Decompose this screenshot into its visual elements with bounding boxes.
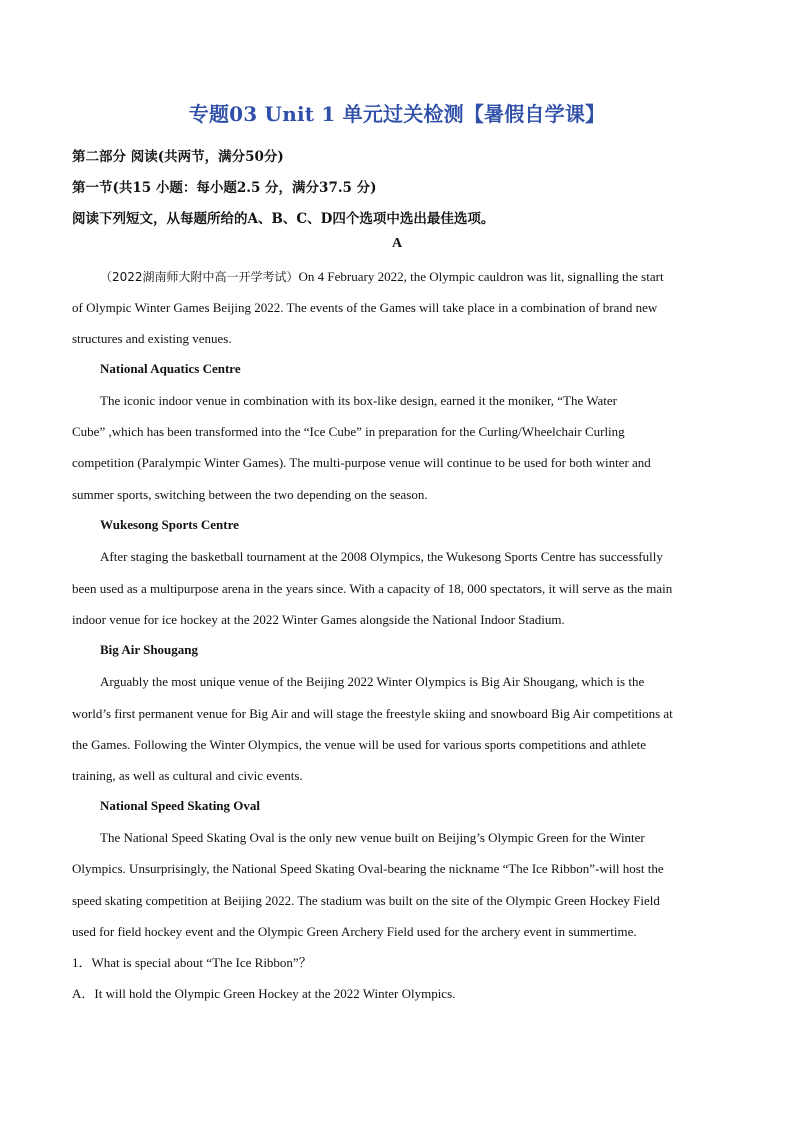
- venue-line: The iconic indoor venue in combination with its box-like design, earned it the moniker, “The Water: [100, 393, 617, 408]
- venue-line: speed skating competition at Beijing 2022. The stadium was built on the site of the Olympic Green Hockey Field: [72, 893, 660, 908]
- intro-line-2: of Olympic Winter Games Beijing 2022. The events of the Games will take place in a combination of brand new: [72, 300, 658, 315]
- venue-line: Cube” ,which has been transformed into the “Ice Cube” in preparation for the Curling/Wheelchair Curling: [72, 424, 625, 439]
- passage-label: A: [391, 236, 403, 251]
- venue-line: training, as well as cultural and civic events.: [72, 768, 303, 783]
- document-title: 专题03 Unit 1 单元过关检测【暑假自学课】: [188, 102, 606, 126]
- intro-line-1: [100, 268, 724, 286]
- venue-heading-wukesong: Wukesong Sports Centre: [100, 517, 239, 532]
- question-1-option-a: A．It will hold the Olympic Green Hockey at the 2022 Winter Olympics.: [72, 986, 456, 1001]
- venue-line: After staging the basketball tournament at the 2008 Olympics, the Wukesong Sports Centre has successfully: [100, 549, 663, 564]
- venue-line: Olympics. Unsurprisingly, the National Speed Skating Oval-bearing the nickname “The Ice Ribbon”-will host the: [72, 861, 664, 876]
- venue-heading-speed-skating: National Speed Skating Oval: [100, 798, 261, 813]
- venue-line: indoor venue for ice hockey at the 2022 Winter Games alongside the National Indoor Stadium.: [72, 612, 565, 627]
- venue-line: summer sports, switching between the two depending on the season.: [72, 487, 428, 502]
- instruction-text: 阅读下列短文，从每题所给的A、B、C、D四个选项中选出最佳选项。: [72, 211, 495, 227]
- intro-line-1-text: On 4 February 2022, the Olympic cauldron was lit, signalling the start: [298, 269, 664, 284]
- venue-line: world’s first permanent venue for Big Air and will stage the freestyle skiing and snowboard Big Air competitions at: [72, 706, 673, 721]
- venue-line: The National Speed Skating Oval is the only new venue built on Beijing’s Olympic Green for the Winter: [100, 830, 645, 845]
- venue-line: the Games. Following the Winter Olympics, the venue will be used for various sports competitions and athlete: [72, 737, 647, 752]
- question-1: 1．What is special about “The Ice Ribbon”？: [72, 955, 312, 970]
- part-heading: 第二部分 阅读(共两节，满分50分): [72, 149, 284, 165]
- venue-line: used for field hockey event and the Olympic Green Archery Field used for the archery event in summertime.: [72, 924, 637, 939]
- venue-line: competition (Paralympic Winter Games). The multi-purpose venue will continue to be used for both winter and: [72, 455, 651, 470]
- intro-line-3: structures and existing venues.: [72, 331, 232, 346]
- venue-line: Arguably the most unique venue of the Beijing 2022 Winter Olympics is Big Air Shougang, which is the: [100, 674, 645, 689]
- venue-line: been used as a multipurpose arena in the years since. With a capacity of 18, 000 spectators, it will serve as the main: [72, 581, 673, 596]
- section-heading: 第一节(共15 小题：每小题2.5 分，满分37.5 分): [72, 180, 377, 196]
- venue-heading-aquatics: National Aquatics Centre: [100, 361, 241, 376]
- venue-heading-shougang: Big Air Shougang: [100, 642, 199, 657]
- question-source: （2022湖南师大附中高一开学考试）: [100, 270, 299, 284]
